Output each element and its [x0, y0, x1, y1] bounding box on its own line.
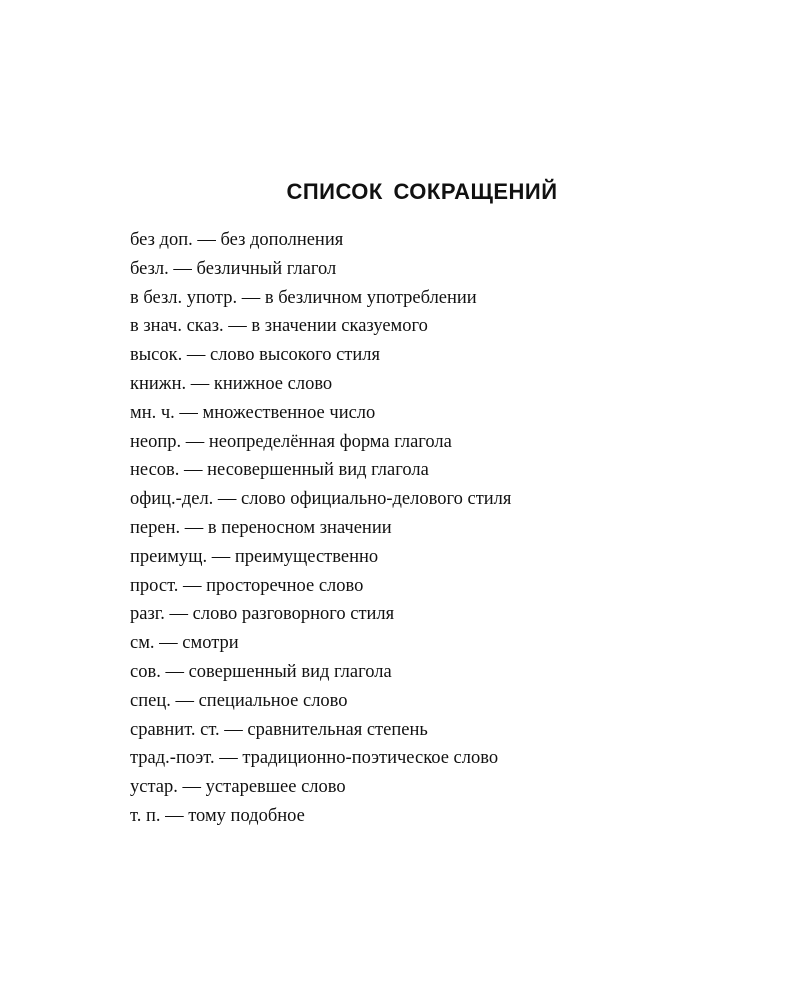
abbreviation-entry: т. п. — тому подобное: [130, 805, 305, 826]
abbreviation-entry: мн. ч. — множественное число: [130, 402, 376, 423]
abbreviation-entry: неопр. — неопределённая форма глагола: [130, 431, 452, 452]
abbreviation-list: [130, 226, 511, 831]
abbreviation-entry: в безл. употр. — в безличном употреблении: [130, 287, 477, 308]
abbreviation-entry: устар. — устаревшее слово: [130, 777, 346, 798]
page-title: СПИСОК СОКРАЩЕНИЙ: [286, 179, 558, 204]
abbreviation-entry: преимущ. — преимущественно: [130, 546, 379, 567]
abbreviation-entry: безл. — безличный глагол: [130, 258, 337, 279]
abbreviation-entry: в знач. сказ. — в значении сказуемого: [130, 316, 428, 337]
abbreviation-entry: без доп. — без дополнения: [130, 230, 344, 250]
abbreviation-entry: перен. — в переносном значении: [130, 517, 392, 538]
abbreviation-entry: разг. — слово разговорного стиля: [130, 604, 395, 625]
abbreviation-entry: несов. — несовершенный вид глагола: [130, 460, 429, 481]
abbreviation-entry: спец. — специальное слово: [130, 690, 348, 711]
abbreviation-entry: офиц.-дел. — слово официально-делового стиля: [130, 489, 512, 510]
abbreviation-entry: прост. — просторечное слово: [130, 575, 364, 596]
abbreviation-entry: высок. — слово высокого стиля: [130, 345, 381, 366]
abbreviation-entry: сравнит. ст. — сравнительная степень: [130, 719, 428, 740]
abbreviation-entry: сов. — совершенный вид глагола: [130, 661, 392, 682]
abbreviation-entry: см. — смотри: [130, 633, 239, 654]
abbreviation-entry: книжн. — книжное слово: [130, 373, 333, 394]
abbreviation-entry: трад.-поэт. — традиционно-поэтическое слово: [130, 748, 499, 769]
